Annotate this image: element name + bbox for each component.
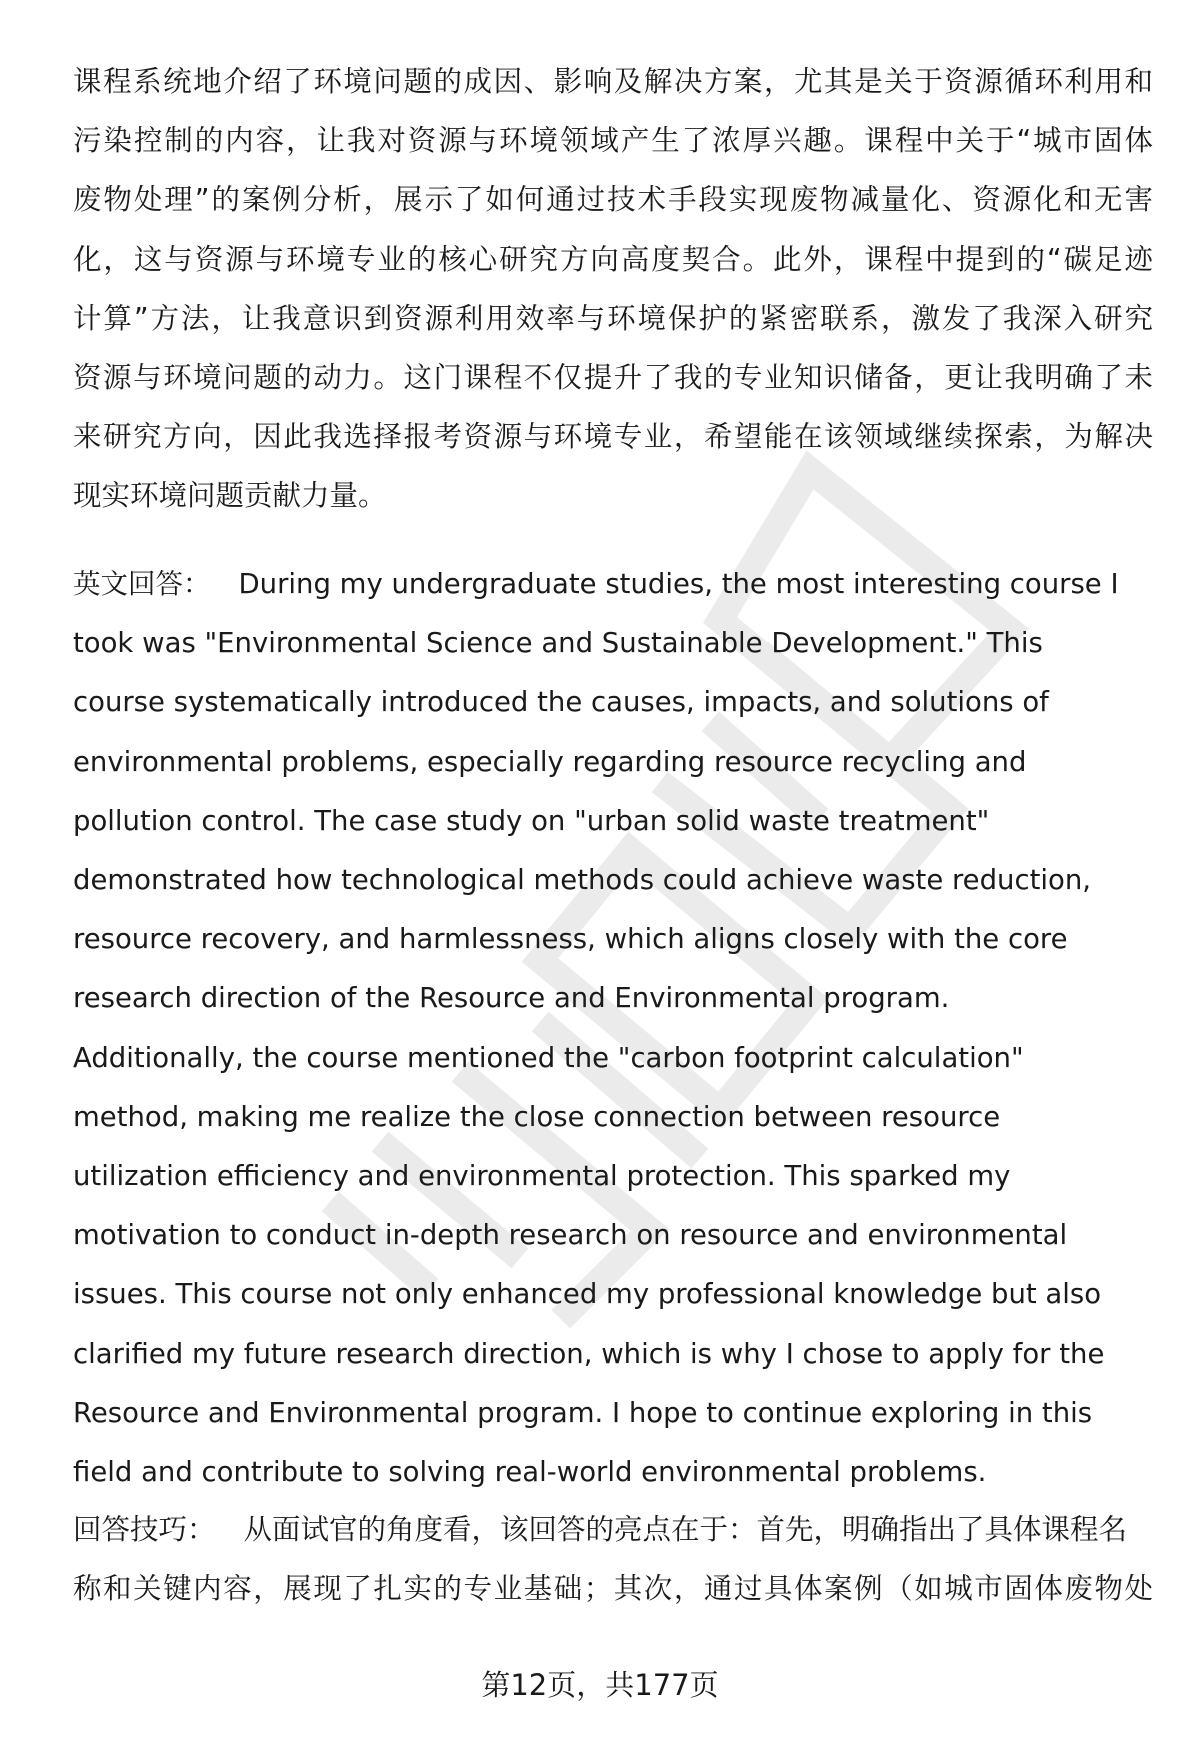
text-line: clarified my future research direction, which is why I chose to apply for the <box>73 1337 1105 1370</box>
text-line: environmental problems, especially regarding resource recycling and <box>73 745 1027 778</box>
text-line-first <box>73 1500 1153 1559</box>
page-number-footer: 第12页，共177页 <box>481 1668 719 1702</box>
text-line: 污染控制的内容，让我对资源与环境领域产生了浓厚兴趣。课程中关于“城市固体 <box>73 124 1153 158</box>
text-line: course systematically introduced the causes, impacts, and solutions of <box>73 686 1049 719</box>
text-line: issues. This course not only enhanced my professional knowledge but also <box>73 1278 1102 1311</box>
paragraph-english-answer <box>73 555 1153 1502</box>
paragraph-chinese-answer <box>73 52 1153 526</box>
text-line: resource recovery, and harmlessness, which aligns closely with the core <box>73 923 1068 956</box>
text-line: took was "Environmental Science and Sustainable Development." This <box>73 627 1043 660</box>
text-line: 称和关键内容，展现了扎实的专业基础；其次，通过具体案例（如城市固体废物处 <box>73 1572 1153 1606</box>
paragraph-answer-tips <box>73 1500 1153 1618</box>
text-line: demonstrated how technological methods could achieve waste reduction, <box>73 864 1092 897</box>
text-line: 课程系统地介绍了环境问题的成因、影响及解决方案，尤其是关于资源循环利用和 <box>73 65 1153 98</box>
answer-tips-label: 回答技巧： <box>73 1513 216 1546</box>
text-line: 来研究方向，因此我选择报考资源与环境专业，希望能在该领域继续探索，为解决 <box>73 420 1153 454</box>
text-line: 现实环境问题贡献力量。 <box>73 479 387 513</box>
text-line: Resource and Environmental program. I hope to continue exploring in this <box>73 1396 1093 1429</box>
text-line: 化，这与资源与环境专业的核心研究方向高度契合。此外，课程中提到的“碳足迹 <box>73 242 1153 276</box>
text-line: field and contribute to solving real-world environmental problems. <box>73 1456 987 1489</box>
text-line-content: During my undergraduate studies, the most interesting course I <box>238 568 1119 600</box>
text-line: research direction of the Resource and Environmental program. <box>73 982 950 1015</box>
text-line: method, making me realize the close connection between resource <box>73 1100 1001 1133</box>
text-line: pollution control. The case study on "urban solid waste treatment" <box>73 804 990 837</box>
text-line: motivation to conduct in-depth research on resource and environmental <box>73 1219 1068 1252</box>
text-line: Additionally, the course mentioned the "carbon footprint calculation" <box>73 1041 1024 1074</box>
english-answer-label: 英文回答： <box>73 568 211 600</box>
text-line-first <box>73 555 1153 614</box>
text-line-content: 从面试官的角度看，该回答的亮点在于：首先，明确指出了具体课程名 <box>243 1513 1128 1546</box>
text-line: 资源与环境问题的动力。这门课程不仅提升了我的专业知识储备，更让我明确了未 <box>73 361 1153 395</box>
text-line: 废物处理”的案例分析，展示了如何通过技术手段实现废物减量化、资源化和无害 <box>73 183 1153 217</box>
text-line: utilization efficiency and environmental protection. This sparked my <box>73 1160 1011 1193</box>
text-line: 计算”方法，让我意识到资源利用效率与环境保护的紧密联系，激发了我深入研究 <box>73 301 1153 335</box>
